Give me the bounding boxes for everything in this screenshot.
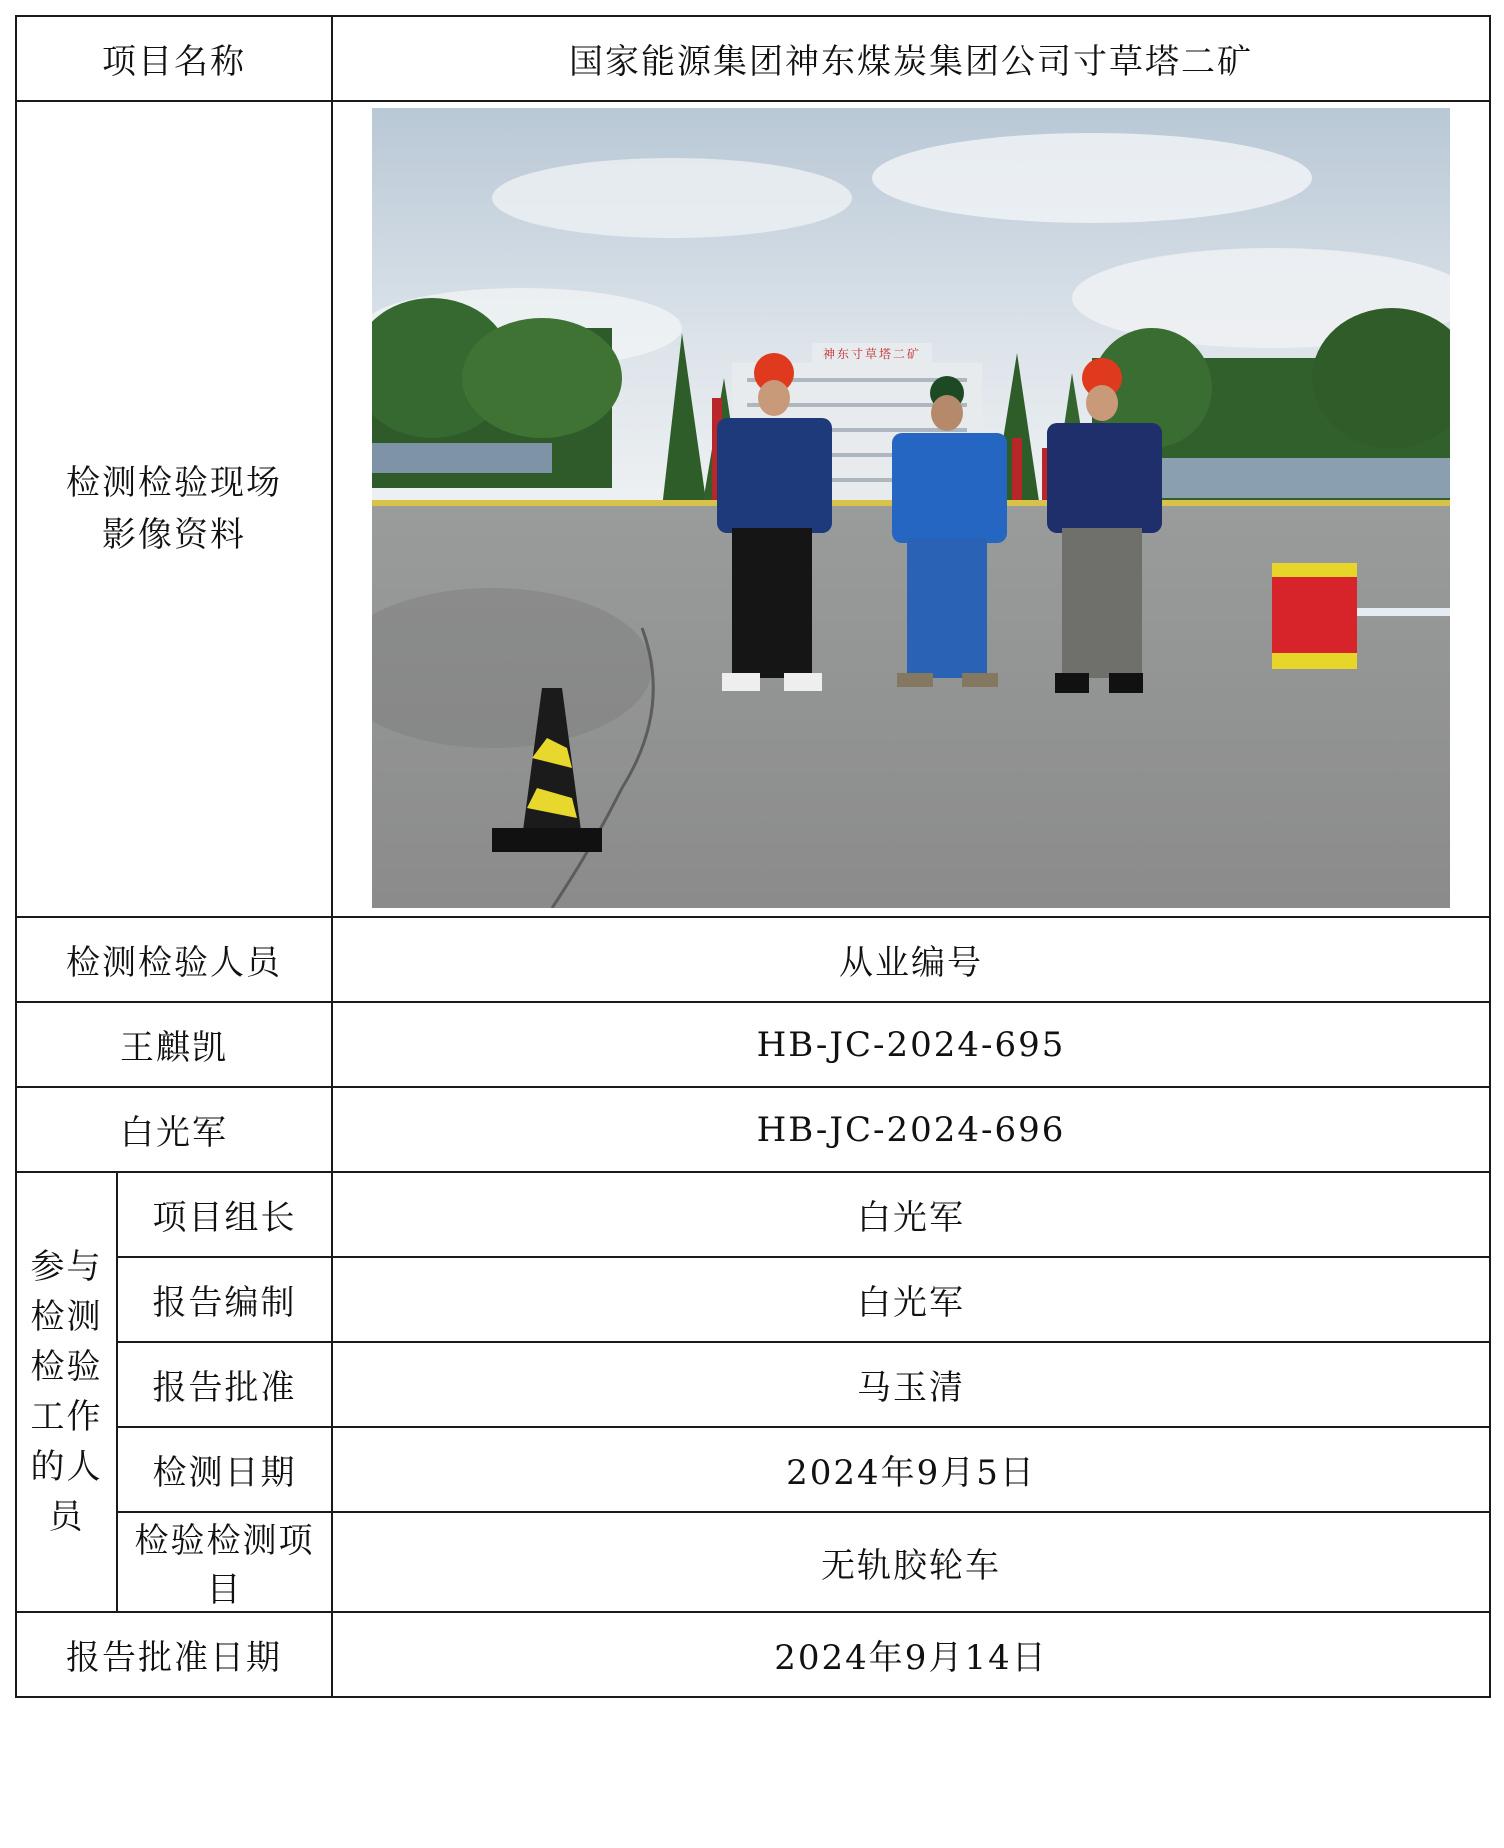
project-label: 项目名称 [16,16,332,101]
inspector-header: 检测检验人员 [16,917,332,1002]
participant-role: 检验检测项目 [117,1512,332,1612]
inspector-license: HB-JC-2024-696 [332,1087,1490,1172]
participant-role: 检测日期 [117,1427,332,1512]
participants-label-line: 工作 [30,1397,103,1437]
participant-row [16,1512,1490,1612]
project-name: 国家能源集团神东煤炭集团公司寸草塔二矿 [332,16,1490,101]
participant-value: 白光军 [332,1257,1490,1342]
approval-date-label: 报告批准日期 [16,1612,332,1697]
participant-value: 2024年9月5日 [332,1427,1490,1512]
participant-role: 报告批准 [117,1342,332,1427]
approval-date: 2024年9月14日 [332,1612,1490,1697]
building-sign-text: 神东寸草塔二矿 [822,347,922,361]
inspector-row [16,1002,1490,1087]
participant-role: 项目组长 [117,1172,332,1257]
site-photo [372,108,1450,908]
participants-label-line: 参与 [30,1247,103,1287]
participant-value: 无轨胶轮车 [332,1512,1490,1612]
report-table [15,15,1491,1698]
inspector-name: 王麒凯 [16,1002,332,1087]
inspector-license: HB-JC-2024-695 [332,1002,1490,1087]
inspector-row [16,1087,1490,1172]
participant-row [16,1342,1490,1427]
participant-value: 马玉清 [332,1342,1490,1427]
participants-label-line: 员 [48,1497,85,1537]
participants-label-line: 的人 [30,1447,103,1487]
participants-label-line: 检验 [30,1347,103,1387]
participant-value: 白光军 [332,1172,1490,1257]
participant-row [16,1172,1490,1257]
photo-row [16,101,1490,917]
photo-label-line1: 检测检验现场 [66,463,282,503]
license-header: 从业编号 [332,917,1490,1002]
photo-label-line2: 影像资料 [102,515,246,555]
participants-label-line: 检测 [30,1297,103,1337]
participant-role: 报告编制 [117,1257,332,1342]
participant-row [16,1257,1490,1342]
participant-row [16,1427,1490,1512]
project-row [16,16,1490,101]
inspector-name: 白光军 [16,1087,332,1172]
photo-cell [332,101,1490,917]
participants-label [16,1172,117,1612]
photo-label [16,101,332,917]
inspector-header-row [16,917,1490,1002]
approval-date-row [16,1612,1490,1697]
